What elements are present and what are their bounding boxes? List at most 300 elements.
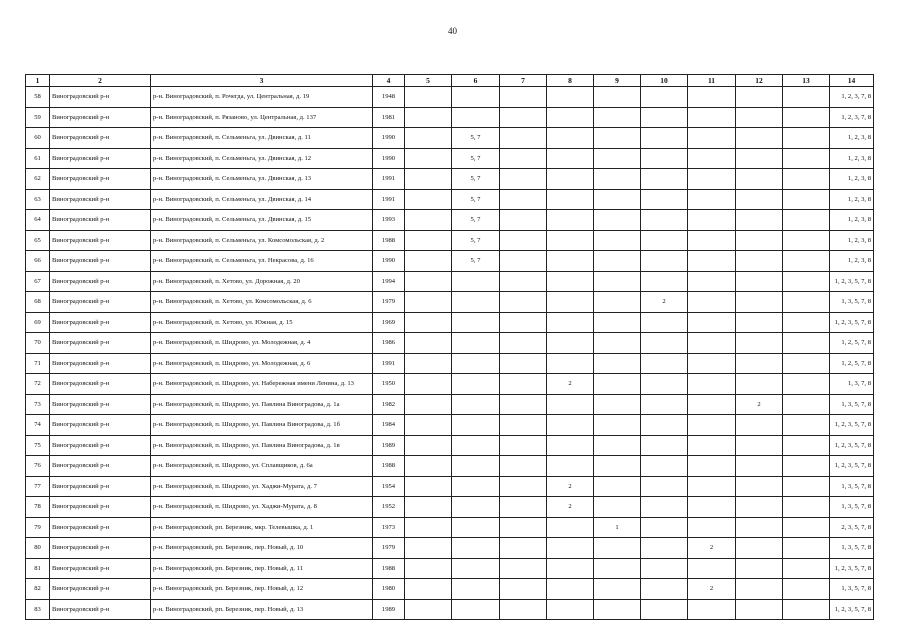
col5-cell (405, 353, 452, 374)
column-header-12: 12 (736, 75, 783, 87)
col6-cell (452, 312, 500, 333)
col9-cell (594, 230, 641, 251)
address-cell: р-н. Виноградовский, п. Шидрово, ул. Молодежная, д. 6 (151, 353, 373, 374)
col12-cell (736, 148, 783, 169)
address-cell: р-н. Виноградовский, п. Шидрово, ул. Хаджи-Мурата, д. 7 (151, 476, 373, 497)
col8-cell (547, 128, 594, 149)
col14-cell: 1, 2, 3, 7, 8 (830, 107, 874, 128)
year-cell: 1991 (373, 189, 405, 210)
col14-cell: 1, 2, 3, 8 (830, 189, 874, 210)
row-number-cell: 71 (26, 353, 50, 374)
year-cell: 1980 (373, 579, 405, 600)
col13-cell (783, 394, 830, 415)
district-cell: Виноградовский р-н (50, 415, 151, 436)
table-row (26, 353, 874, 374)
col9-cell (594, 251, 641, 272)
year-cell: 1954 (373, 476, 405, 497)
col7-cell (500, 128, 547, 149)
col12-cell (736, 251, 783, 272)
address-cell: р-н. Виноградовский, п. Сельменьга, ул. Комсомольская, д. 2 (151, 230, 373, 251)
year-cell: 1969 (373, 312, 405, 333)
col10-cell: 2 (641, 292, 688, 313)
table-row (26, 476, 874, 497)
address-cell: р-н. Виноградовский, п. Шидрово, ул. Павлина Виноградова, д. 1б (151, 415, 373, 436)
year-cell: 1988 (373, 456, 405, 477)
col12-cell (736, 189, 783, 210)
year-cell: 1990 (373, 251, 405, 272)
col10-cell (641, 456, 688, 477)
col14-cell: 1, 2, 3, 5, 7, 8 (830, 599, 874, 620)
col8-cell (547, 87, 594, 108)
col12-cell (736, 497, 783, 518)
col5-cell (405, 148, 452, 169)
table-row (26, 517, 874, 538)
col6-cell: 5, 7 (452, 148, 500, 169)
col12-cell (736, 292, 783, 313)
col10-cell (641, 435, 688, 456)
col5-cell (405, 312, 452, 333)
year-cell: 1952 (373, 497, 405, 518)
district-cell: Виноградовский р-н (50, 87, 151, 108)
col9-cell (594, 558, 641, 579)
col9-cell (594, 579, 641, 600)
col7-cell (500, 599, 547, 620)
year-cell: 1988 (373, 230, 405, 251)
col10-cell (641, 251, 688, 272)
row-number-cell: 60 (26, 128, 50, 149)
address-cell: р-н. Виноградовский, п. Рязаново, ул. Центральная, д. 137 (151, 107, 373, 128)
address-cell: р-н. Виноградовский, рп. Березник, пер. Новый, д. 10 (151, 538, 373, 559)
col10-cell (641, 333, 688, 354)
col6-cell (452, 517, 500, 538)
col9-cell (594, 210, 641, 231)
col12-cell (736, 476, 783, 497)
col5-cell (405, 230, 452, 251)
col13-cell (783, 476, 830, 497)
col12-cell (736, 435, 783, 456)
col10-cell (641, 374, 688, 395)
address-cell: р-н. Виноградовский, п. Шидрово, ул. Молодежная, д. 4 (151, 333, 373, 354)
col8-cell (547, 230, 594, 251)
col8-cell (547, 251, 594, 272)
col10-cell (641, 599, 688, 620)
col13-cell (783, 538, 830, 559)
column-header-11: 11 (688, 75, 736, 87)
col10-cell (641, 579, 688, 600)
row-number-cell: 61 (26, 148, 50, 169)
col9-cell (594, 169, 641, 190)
district-cell: Виноградовский р-н (50, 230, 151, 251)
address-cell: р-н. Виноградовский, п. Сельменьга, ул. Некрасова, д. 16 (151, 251, 373, 272)
table-row (26, 312, 874, 333)
col6-cell (452, 107, 500, 128)
col11-cell (688, 599, 736, 620)
col12-cell (736, 579, 783, 600)
year-cell: 1986 (373, 333, 405, 354)
col7-cell (500, 353, 547, 374)
col9-cell (594, 271, 641, 292)
table-row (26, 558, 874, 579)
col5-cell (405, 189, 452, 210)
col5-cell (405, 579, 452, 600)
col13-cell (783, 210, 830, 231)
district-cell: Виноградовский р-н (50, 599, 151, 620)
col13-cell (783, 435, 830, 456)
row-number-cell: 80 (26, 538, 50, 559)
col14-cell: 1, 2, 5, 7, 8 (830, 353, 874, 374)
col9-cell (594, 128, 641, 149)
col10-cell (641, 189, 688, 210)
col14-cell: 1, 2, 3, 8 (830, 210, 874, 231)
col10-cell (641, 517, 688, 538)
col9-cell (594, 538, 641, 559)
col6-cell (452, 456, 500, 477)
address-cell: р-н. Виноградовский, п. Шидрово, ул. Павлина Виноградова, д. 1в (151, 435, 373, 456)
district-cell: Виноградовский р-н (50, 189, 151, 210)
col7-cell (500, 169, 547, 190)
district-cell: Виноградовский р-н (50, 497, 151, 518)
district-cell: Виноградовский р-н (50, 333, 151, 354)
table-body (26, 87, 874, 620)
district-cell: Виноградовский р-н (50, 107, 151, 128)
col13-cell (783, 517, 830, 538)
district-cell: Виноградовский р-н (50, 394, 151, 415)
col13-cell (783, 415, 830, 436)
col10-cell (641, 415, 688, 436)
year-cell: 1984 (373, 415, 405, 436)
address-cell: р-н. Виноградовский, п. Сельменьга, ул. Двинская, д. 12 (151, 148, 373, 169)
col13-cell (783, 599, 830, 620)
col13-cell (783, 189, 830, 210)
address-cell: р-н. Виноградовский, рп. Березник, пер. Новый, д. 11 (151, 558, 373, 579)
col11-cell (688, 312, 736, 333)
col14-cell: 1, 2, 3, 5, 7, 8 (830, 435, 874, 456)
col8-cell (547, 210, 594, 231)
row-number-cell: 78 (26, 497, 50, 518)
col14-cell: 1, 2, 5, 7, 8 (830, 333, 874, 354)
col9-cell (594, 599, 641, 620)
col8-cell (547, 353, 594, 374)
col13-cell (783, 497, 830, 518)
col6-cell: 5, 7 (452, 210, 500, 231)
address-cell: р-н. Виноградовский, п. Сельменьга, ул. Двинская, д. 14 (151, 189, 373, 210)
column-header-4: 4 (373, 75, 405, 87)
col9-cell (594, 415, 641, 436)
col13-cell (783, 271, 830, 292)
table-header (26, 75, 874, 87)
district-cell: Виноградовский р-н (50, 148, 151, 169)
col8-cell (547, 169, 594, 190)
col12-cell (736, 353, 783, 374)
col14-cell: 1, 3, 5, 7, 8 (830, 394, 874, 415)
col11-cell (688, 251, 736, 272)
col9-cell (594, 374, 641, 395)
col7-cell (500, 292, 547, 313)
district-cell: Виноградовский р-н (50, 558, 151, 579)
district-cell: Виноградовский р-н (50, 579, 151, 600)
district-cell: Виноградовский р-н (50, 271, 151, 292)
col13-cell (783, 169, 830, 190)
address-cell: р-н. Виноградовский, п. Хетово, ул. Комсомольская, д. 6 (151, 292, 373, 313)
col12-cell (736, 230, 783, 251)
row-number-cell: 81 (26, 558, 50, 579)
col10-cell (641, 271, 688, 292)
col10-cell (641, 497, 688, 518)
year-cell: 1994 (373, 271, 405, 292)
row-number-cell: 83 (26, 599, 50, 620)
table-row (26, 230, 874, 251)
col9-cell (594, 189, 641, 210)
address-cell: р-н. Виноградовский, рп. Березник, пер. Новый, д. 12 (151, 579, 373, 600)
table-row (26, 271, 874, 292)
col7-cell (500, 312, 547, 333)
column-header-13: 13 (783, 75, 830, 87)
col7-cell (500, 374, 547, 395)
column-header-2: 2 (50, 75, 151, 87)
year-cell: 1993 (373, 210, 405, 231)
col5-cell (405, 210, 452, 231)
col11-cell (688, 394, 736, 415)
col12-cell: 2 (736, 394, 783, 415)
housing-table (25, 74, 874, 620)
col12-cell (736, 456, 783, 477)
address-cell: р-н. Виноградовский, п. Рочегда, ул. Центральная, д. 19 (151, 87, 373, 108)
col7-cell (500, 558, 547, 579)
table-row (26, 169, 874, 190)
col7-cell (500, 538, 547, 559)
col14-cell: 1, 2, 3, 8 (830, 251, 874, 272)
col8-cell (547, 599, 594, 620)
col6-cell (452, 271, 500, 292)
col5-cell (405, 87, 452, 108)
col12-cell (736, 517, 783, 538)
table-row (26, 107, 874, 128)
address-cell: р-н. Виноградовский, п. Хетово, ул. Южная, д. 15 (151, 312, 373, 333)
table-row (26, 538, 874, 559)
district-cell: Виноградовский р-н (50, 538, 151, 559)
col5-cell (405, 292, 452, 313)
table-row (26, 189, 874, 210)
address-cell: р-н. Виноградовский, п. Хетово, ул. Дорожная, д. 20 (151, 271, 373, 292)
year-cell: 1989 (373, 599, 405, 620)
row-number-cell: 79 (26, 517, 50, 538)
col10-cell (641, 107, 688, 128)
col14-cell: 1, 2, 3, 8 (830, 169, 874, 190)
col10-cell (641, 353, 688, 374)
col9-cell (594, 292, 641, 313)
col11-cell (688, 517, 736, 538)
col8-cell (547, 107, 594, 128)
column-header-1: 1 (26, 75, 50, 87)
col11-cell (688, 415, 736, 436)
address-cell: р-н. Виноградовский, п. Шидрово, ул. Хаджи-Мурата, д. 8 (151, 497, 373, 518)
year-cell: 1991 (373, 169, 405, 190)
col8-cell (547, 333, 594, 354)
row-number-cell: 69 (26, 312, 50, 333)
col5-cell (405, 476, 452, 497)
col6-cell (452, 353, 500, 374)
col5-cell (405, 374, 452, 395)
col11-cell (688, 374, 736, 395)
column-header-10: 10 (641, 75, 688, 87)
col11-cell: 2 (688, 538, 736, 559)
col8-cell (547, 394, 594, 415)
col7-cell (500, 476, 547, 497)
col9-cell (594, 435, 641, 456)
column-header-8: 8 (547, 75, 594, 87)
col9-cell (594, 87, 641, 108)
row-number-cell: 62 (26, 169, 50, 190)
col10-cell (641, 148, 688, 169)
col7-cell (500, 148, 547, 169)
row-number-cell: 73 (26, 394, 50, 415)
col6-cell (452, 435, 500, 456)
col13-cell (783, 230, 830, 251)
col14-cell: 1, 3, 7, 8 (830, 374, 874, 395)
col8-cell (547, 435, 594, 456)
col11-cell (688, 87, 736, 108)
col12-cell (736, 374, 783, 395)
district-cell: Виноградовский р-н (50, 517, 151, 538)
row-number-cell: 67 (26, 271, 50, 292)
col12-cell (736, 599, 783, 620)
year-cell: 1950 (373, 374, 405, 395)
district-cell: Виноградовский р-н (50, 210, 151, 231)
col10-cell (641, 230, 688, 251)
district-cell: Виноградовский р-н (50, 169, 151, 190)
table-row (26, 333, 874, 354)
col7-cell (500, 456, 547, 477)
col6-cell (452, 394, 500, 415)
col7-cell (500, 435, 547, 456)
col6-cell (452, 415, 500, 436)
col5-cell (405, 169, 452, 190)
col14-cell: 1, 2, 3, 8 (830, 148, 874, 169)
col6-cell (452, 292, 500, 313)
address-cell: р-н. Виноградовский, рп. Березник, пер. Новый, д. 13 (151, 599, 373, 620)
col6-cell: 5, 7 (452, 251, 500, 272)
col8-cell (547, 189, 594, 210)
table-row (26, 497, 874, 518)
table-row (26, 394, 874, 415)
district-cell: Виноградовский р-н (50, 435, 151, 456)
col8-cell: 2 (547, 476, 594, 497)
col11-cell (688, 230, 736, 251)
col7-cell (500, 210, 547, 231)
col11-cell (688, 456, 736, 477)
col12-cell (736, 312, 783, 333)
col5-cell (405, 558, 452, 579)
col13-cell (783, 87, 830, 108)
table-row (26, 87, 874, 108)
col5-cell (405, 456, 452, 477)
col11-cell: 2 (688, 579, 736, 600)
col14-cell: 1, 2, 3, 5, 7, 8 (830, 558, 874, 579)
col13-cell (783, 353, 830, 374)
col11-cell (688, 169, 736, 190)
col7-cell (500, 271, 547, 292)
col13-cell (783, 333, 830, 354)
col14-cell: 1, 3, 5, 7, 8 (830, 579, 874, 600)
col8-cell (547, 271, 594, 292)
col7-cell (500, 415, 547, 436)
page-number: 40 (448, 26, 457, 36)
address-cell: р-н. Виноградовский, п. Шидрово, ул. Павлина Виноградова, д. 1а (151, 394, 373, 415)
year-cell: 1981 (373, 107, 405, 128)
col10-cell (641, 169, 688, 190)
col11-cell (688, 558, 736, 579)
col14-cell: 1, 2, 3, 5, 7, 8 (830, 456, 874, 477)
col5-cell (405, 497, 452, 518)
col6-cell: 5, 7 (452, 128, 500, 149)
col5-cell (405, 517, 452, 538)
col9-cell (594, 476, 641, 497)
year-cell: 1979 (373, 538, 405, 559)
row-number-cell: 68 (26, 292, 50, 313)
row-number-cell: 70 (26, 333, 50, 354)
row-number-cell: 72 (26, 374, 50, 395)
col11-cell (688, 148, 736, 169)
col5-cell (405, 538, 452, 559)
col9-cell (594, 312, 641, 333)
col10-cell (641, 210, 688, 231)
header-row (26, 75, 874, 87)
col12-cell (736, 333, 783, 354)
col11-cell (688, 210, 736, 231)
col13-cell (783, 292, 830, 313)
col9-cell: 1 (594, 517, 641, 538)
col6-cell: 5, 7 (452, 169, 500, 190)
col11-cell (688, 128, 736, 149)
district-cell: Виноградовский р-н (50, 374, 151, 395)
col8-cell (547, 517, 594, 538)
col14-cell: 1, 2, 3, 8 (830, 128, 874, 149)
col5-cell (405, 271, 452, 292)
col6-cell (452, 497, 500, 518)
row-number-cell: 64 (26, 210, 50, 231)
col9-cell (594, 456, 641, 477)
col9-cell (594, 353, 641, 374)
district-cell: Виноградовский р-н (50, 128, 151, 149)
address-cell: р-н. Виноградовский, п. Сельменьга, ул. Двинская, д. 11 (151, 128, 373, 149)
row-number-cell: 75 (26, 435, 50, 456)
district-cell: Виноградовский р-н (50, 251, 151, 272)
col9-cell (594, 394, 641, 415)
row-number-cell: 63 (26, 189, 50, 210)
col7-cell (500, 497, 547, 518)
year-cell: 1982 (373, 394, 405, 415)
col11-cell (688, 353, 736, 374)
col10-cell (641, 538, 688, 559)
col7-cell (500, 333, 547, 354)
column-header-6: 6 (452, 75, 500, 87)
col8-cell (547, 292, 594, 313)
col11-cell (688, 333, 736, 354)
district-cell: Виноградовский р-н (50, 312, 151, 333)
year-cell: 1979 (373, 292, 405, 313)
column-header-5: 5 (405, 75, 452, 87)
col7-cell (500, 230, 547, 251)
col5-cell (405, 599, 452, 620)
col8-cell (547, 538, 594, 559)
col12-cell (736, 558, 783, 579)
year-cell: 1988 (373, 558, 405, 579)
col11-cell (688, 497, 736, 518)
year-cell: 1948 (373, 87, 405, 108)
col8-cell (547, 579, 594, 600)
col6-cell: 5, 7 (452, 189, 500, 210)
col5-cell (405, 435, 452, 456)
